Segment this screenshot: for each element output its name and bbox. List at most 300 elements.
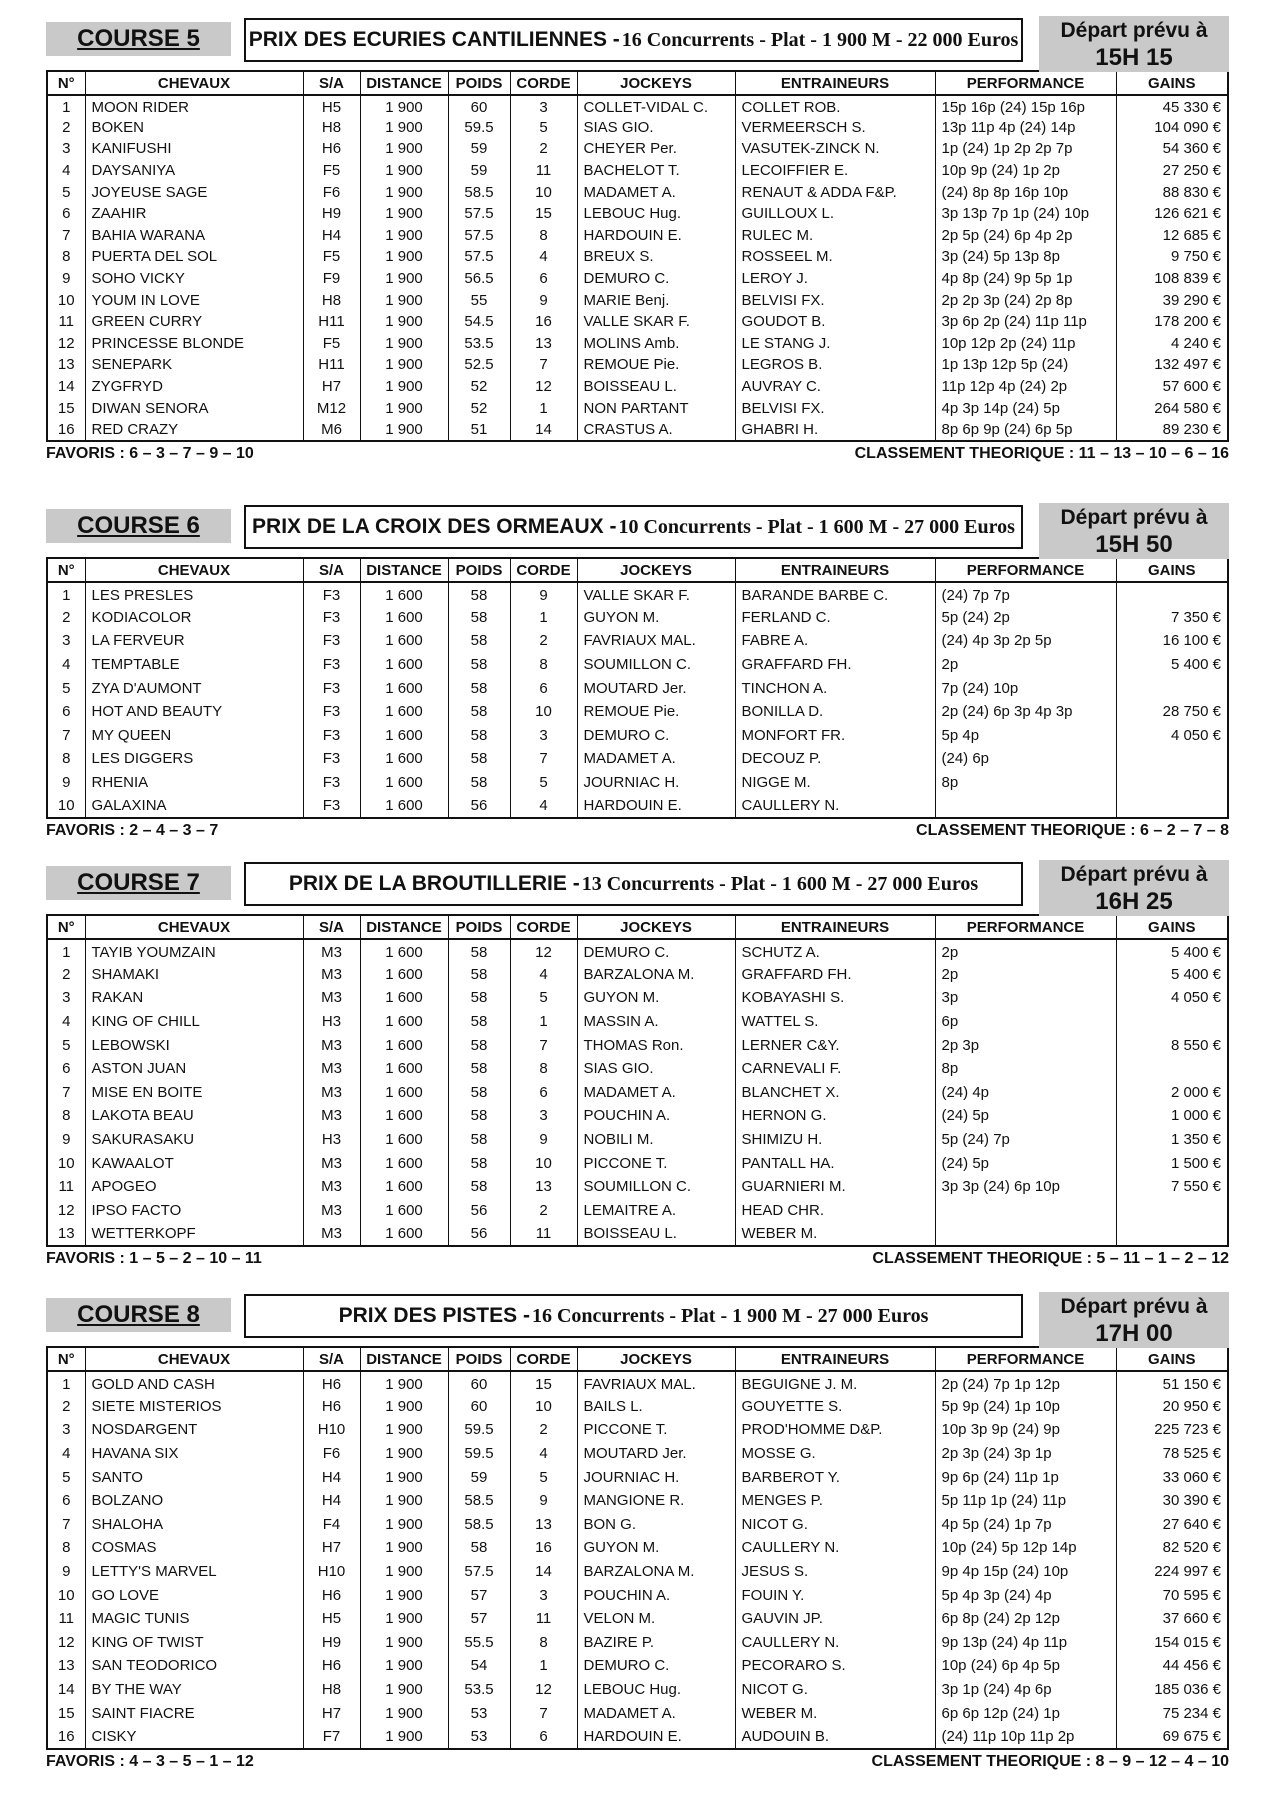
horse-name: SAN TEODORICO bbox=[85, 1654, 303, 1678]
draw: 9 bbox=[510, 289, 577, 311]
jockey: REMOUE Pie. bbox=[577, 354, 735, 376]
runner-number: 1 bbox=[47, 1371, 85, 1395]
earnings: 9 750 € bbox=[1116, 246, 1228, 268]
course-section-8 bbox=[46, 1292, 1229, 1772]
earnings: 4 050 € bbox=[1116, 724, 1228, 748]
distance: 1 600 bbox=[360, 747, 448, 771]
trainer: WEBER M. bbox=[735, 1222, 935, 1246]
runner-number: 12 bbox=[47, 1631, 85, 1655]
jockey: POUCHIN A. bbox=[577, 1583, 735, 1607]
distance: 1 600 bbox=[360, 939, 448, 963]
column-header-distance: DISTANCE bbox=[360, 915, 448, 939]
draw: 1 bbox=[510, 606, 577, 630]
draw: 3 bbox=[510, 1583, 577, 1607]
performance: 9p 4p 15p (24) 10p bbox=[935, 1560, 1116, 1584]
sex-age: F6 bbox=[303, 1442, 360, 1466]
jockey: CHEYER Per. bbox=[577, 138, 735, 160]
runners-table bbox=[46, 1346, 1229, 1750]
table-row bbox=[47, 1033, 1228, 1057]
horse-name: YOUM IN LOVE bbox=[85, 289, 303, 311]
draw: 16 bbox=[510, 311, 577, 333]
departure-label: Départ prévu à bbox=[1060, 19, 1208, 42]
runner-number: 6 bbox=[47, 1057, 85, 1081]
performance: 10p 9p (24) 1p 2p bbox=[935, 160, 1116, 182]
weight: 59 bbox=[448, 138, 510, 160]
table-row bbox=[47, 606, 1228, 630]
departure-time: 16H 25 bbox=[1095, 888, 1173, 915]
runner-number: 9 bbox=[47, 771, 85, 795]
distance: 1 900 bbox=[360, 181, 448, 203]
jockey: BREUX S. bbox=[577, 246, 735, 268]
runner-number: 13 bbox=[47, 1654, 85, 1678]
column-header-horse-name: CHEVAUX bbox=[85, 1347, 303, 1371]
table-row bbox=[47, 1418, 1228, 1442]
performance: 15p 16p (24) 15p 16p bbox=[935, 95, 1116, 117]
runner-number: 10 bbox=[47, 794, 85, 818]
column-header-runner-number: N° bbox=[47, 1347, 85, 1371]
table-row bbox=[47, 1104, 1228, 1128]
jockey: HARDOUIN E. bbox=[577, 794, 735, 818]
jockey: MADAMET A. bbox=[577, 1081, 735, 1105]
course-header bbox=[46, 860, 1229, 914]
runner-number: 5 bbox=[47, 1033, 85, 1057]
trainer: PANTALL HA. bbox=[735, 1151, 935, 1175]
favorites: FAVORIS : 6 – 3 – 7 – 9 – 10 bbox=[46, 444, 254, 462]
trainer: LE STANG J. bbox=[735, 333, 935, 355]
distance: 1 900 bbox=[360, 225, 448, 247]
course-section-7 bbox=[46, 860, 1229, 1269]
jockey: MADAMET A. bbox=[577, 747, 735, 771]
weight: 58 bbox=[448, 771, 510, 795]
runner-number: 16 bbox=[47, 419, 85, 441]
earnings: 2 000 € bbox=[1116, 1081, 1228, 1105]
sex-age: H8 bbox=[303, 1678, 360, 1702]
earnings bbox=[1116, 1010, 1228, 1034]
weight: 52 bbox=[448, 397, 510, 419]
performance: (24) 8p 8p 16p 10p bbox=[935, 181, 1116, 203]
performance: (24) 4p 3p 2p 5p bbox=[935, 629, 1116, 653]
jockey: BON G. bbox=[577, 1513, 735, 1537]
jockey: MADAMET A. bbox=[577, 181, 735, 203]
horse-name: KODIACOLOR bbox=[85, 606, 303, 630]
column-header-sex-age: S/A bbox=[303, 71, 360, 95]
jockey: DEMURO C. bbox=[577, 1654, 735, 1678]
distance: 1 600 bbox=[360, 794, 448, 818]
table-row bbox=[47, 629, 1228, 653]
jockey: NON PARTANT bbox=[577, 397, 735, 419]
sex-age: M3 bbox=[303, 1104, 360, 1128]
horse-name: TAYIB YOUMZAIN bbox=[85, 939, 303, 963]
horse-name: KAWAALOT bbox=[85, 1151, 303, 1175]
draw: 9 bbox=[510, 582, 577, 606]
column-header-weight: POIDS bbox=[448, 558, 510, 582]
jockey: BOISSEAU L. bbox=[577, 1222, 735, 1246]
trainer: GOUYETTE S. bbox=[735, 1395, 935, 1419]
performance: 2p 3p (24) 3p 1p bbox=[935, 1442, 1116, 1466]
distance: 1 600 bbox=[360, 1128, 448, 1152]
trainer: LEGROS B. bbox=[735, 354, 935, 376]
trainer: LERNER C&Y. bbox=[735, 1033, 935, 1057]
weight: 53.5 bbox=[448, 1678, 510, 1702]
table-row bbox=[47, 1607, 1228, 1631]
draw: 13 bbox=[510, 1513, 577, 1537]
race-details: 16 Concurrents - Plat - 1 900 M - 27 000 Euros bbox=[531, 1304, 929, 1327]
distance: 1 600 bbox=[360, 1222, 448, 1246]
weight: 58.5 bbox=[448, 1489, 510, 1513]
runner-number: 7 bbox=[47, 1513, 85, 1537]
jockey: JOURNIAC H. bbox=[577, 1465, 735, 1489]
table-row bbox=[47, 181, 1228, 203]
column-header-sex-age: S/A bbox=[303, 558, 360, 582]
runner-number: 5 bbox=[47, 181, 85, 203]
trainer: CAULLERY N. bbox=[735, 1631, 935, 1655]
sex-age: F3 bbox=[303, 700, 360, 724]
trainer: HERNON G. bbox=[735, 1104, 935, 1128]
weight: 58 bbox=[448, 1536, 510, 1560]
performance: 2p (24) 6p 3p 4p 3p bbox=[935, 700, 1116, 724]
distance: 1 900 bbox=[360, 1513, 448, 1537]
weight: 57.5 bbox=[448, 225, 510, 247]
trainer: RENAUT & ADDA F&P. bbox=[735, 181, 935, 203]
distance: 1 600 bbox=[360, 1033, 448, 1057]
table-row bbox=[47, 1128, 1228, 1152]
draw: 13 bbox=[510, 1175, 577, 1199]
jockey: LEBOUC Hug. bbox=[577, 1678, 735, 1702]
horse-name: LA FERVEUR bbox=[85, 629, 303, 653]
jockey: VALLE SKAR F. bbox=[577, 582, 735, 606]
horse-name: ASTON JUAN bbox=[85, 1057, 303, 1081]
draw: 5 bbox=[510, 986, 577, 1010]
weight: 58 bbox=[448, 939, 510, 963]
distance: 1 900 bbox=[360, 354, 448, 376]
course-tag: COURSE 8 bbox=[46, 1298, 231, 1332]
performance: 3p 1p (24) 4p 6p bbox=[935, 1678, 1116, 1702]
horse-name: GREEN CURRY bbox=[85, 311, 303, 333]
trainer: ROSSEEL M. bbox=[735, 246, 935, 268]
sex-age: H5 bbox=[303, 1607, 360, 1631]
performance: 6p bbox=[935, 1010, 1116, 1034]
draw: 8 bbox=[510, 225, 577, 247]
trainer: WEBER M. bbox=[735, 1701, 935, 1725]
column-header-sex-age: S/A bbox=[303, 1347, 360, 1371]
performance: 2p 2p 3p (24) 2p 8p bbox=[935, 289, 1116, 311]
performance: 3p (24) 5p 13p 8p bbox=[935, 246, 1116, 268]
jockey: DEMURO C. bbox=[577, 268, 735, 290]
earnings: 30 390 € bbox=[1116, 1489, 1228, 1513]
trainer: FERLAND C. bbox=[735, 606, 935, 630]
table-row bbox=[47, 700, 1228, 724]
horse-name: NOSDARGENT bbox=[85, 1418, 303, 1442]
jockey: SIAS GIO. bbox=[577, 117, 735, 139]
performance: (24) 5p bbox=[935, 1151, 1116, 1175]
earnings bbox=[1116, 771, 1228, 795]
earnings: 1 000 € bbox=[1116, 1104, 1228, 1128]
jockey: MARIE Benj. bbox=[577, 289, 735, 311]
horse-name: WETTERKOPF bbox=[85, 1222, 303, 1246]
performance: 4p 5p (24) 1p 7p bbox=[935, 1513, 1116, 1537]
column-header-runner-number: N° bbox=[47, 915, 85, 939]
sex-age: M3 bbox=[303, 1222, 360, 1246]
draw: 4 bbox=[510, 963, 577, 987]
distance: 1 600 bbox=[360, 1199, 448, 1223]
table-row bbox=[47, 771, 1228, 795]
jockey: MADAMET A. bbox=[577, 1701, 735, 1725]
weight: 56 bbox=[448, 1222, 510, 1246]
horse-name: KANIFUSHI bbox=[85, 138, 303, 160]
earnings bbox=[1116, 582, 1228, 606]
performance: 5p 4p 3p (24) 4p bbox=[935, 1583, 1116, 1607]
earnings: 28 750 € bbox=[1116, 700, 1228, 724]
distance: 1 600 bbox=[360, 724, 448, 748]
draw: 3 bbox=[510, 1104, 577, 1128]
earnings: 27 640 € bbox=[1116, 1513, 1228, 1537]
horse-name: GOLD AND CASH bbox=[85, 1371, 303, 1395]
horse-name: GO LOVE bbox=[85, 1583, 303, 1607]
weight: 58 bbox=[448, 1128, 510, 1152]
performance: 5p 4p bbox=[935, 724, 1116, 748]
jockey: GUYON M. bbox=[577, 606, 735, 630]
table-row bbox=[47, 1081, 1228, 1105]
performance: (24) 4p bbox=[935, 1081, 1116, 1105]
distance: 1 900 bbox=[360, 1583, 448, 1607]
departure-box bbox=[1039, 860, 1229, 916]
horse-name: SHALOHA bbox=[85, 1513, 303, 1537]
weight: 58 bbox=[448, 1033, 510, 1057]
earnings: 7 350 € bbox=[1116, 606, 1228, 630]
earnings: 132 497 € bbox=[1116, 354, 1228, 376]
jockey: COLLET-VIDAL C. bbox=[577, 95, 735, 117]
draw: 6 bbox=[510, 268, 577, 290]
earnings: 51 150 € bbox=[1116, 1371, 1228, 1395]
table-row bbox=[47, 311, 1228, 333]
draw: 12 bbox=[510, 376, 577, 398]
runner-number: 4 bbox=[47, 160, 85, 182]
trainer: FABRE A. bbox=[735, 629, 935, 653]
trainer: BEGUIGNE J. M. bbox=[735, 1371, 935, 1395]
trainer: GRAFFARD FH. bbox=[735, 963, 935, 987]
jockey: BAZIRE P. bbox=[577, 1631, 735, 1655]
draw: 3 bbox=[510, 724, 577, 748]
earnings: 39 290 € bbox=[1116, 289, 1228, 311]
horse-name: IPSO FACTO bbox=[85, 1199, 303, 1223]
draw: 2 bbox=[510, 629, 577, 653]
column-header-distance: DISTANCE bbox=[360, 558, 448, 582]
table-row bbox=[47, 1151, 1228, 1175]
jockey: GUYON M. bbox=[577, 1536, 735, 1560]
jockey: JOURNIAC H. bbox=[577, 771, 735, 795]
weight: 58 bbox=[448, 1104, 510, 1128]
runner-number: 2 bbox=[47, 117, 85, 139]
trainer: GRAFFARD FH. bbox=[735, 653, 935, 677]
race-title-box bbox=[244, 1294, 1023, 1338]
horse-name: SAINT FIACRE bbox=[85, 1701, 303, 1725]
performance: 11p 12p 4p (24) 2p bbox=[935, 376, 1116, 398]
runners-table bbox=[46, 914, 1229, 1247]
table-row bbox=[47, 653, 1228, 677]
table-row bbox=[47, 1010, 1228, 1034]
performance: 3p bbox=[935, 986, 1116, 1010]
course-header bbox=[46, 1292, 1229, 1346]
horse-name: LES DIGGERS bbox=[85, 747, 303, 771]
weight: 59.5 bbox=[448, 1418, 510, 1442]
performance: 2p 3p bbox=[935, 1033, 1116, 1057]
trainer: RULEC M. bbox=[735, 225, 935, 247]
runner-number: 11 bbox=[47, 1175, 85, 1199]
draw: 16 bbox=[510, 1536, 577, 1560]
jockey: LEMAITRE A. bbox=[577, 1199, 735, 1223]
draw: 8 bbox=[510, 653, 577, 677]
horse-name: CISKY bbox=[85, 1725, 303, 1749]
weight: 59.5 bbox=[448, 117, 510, 139]
earnings: 89 230 € bbox=[1116, 419, 1228, 441]
distance: 1 900 bbox=[360, 1395, 448, 1419]
trainer: AUDOUIN B. bbox=[735, 1725, 935, 1749]
performance: 8p bbox=[935, 1057, 1116, 1081]
runner-number: 4 bbox=[47, 1442, 85, 1466]
distance: 1 600 bbox=[360, 986, 448, 1010]
sex-age: F3 bbox=[303, 724, 360, 748]
table-row bbox=[47, 676, 1228, 700]
table-row bbox=[47, 117, 1228, 139]
performance: 5p 9p (24) 1p 10p bbox=[935, 1395, 1116, 1419]
column-header-sex-age: S/A bbox=[303, 915, 360, 939]
earnings: 54 360 € bbox=[1116, 138, 1228, 160]
earnings: 178 200 € bbox=[1116, 311, 1228, 333]
sex-age: H4 bbox=[303, 1465, 360, 1489]
weight: 58 bbox=[448, 1175, 510, 1199]
distance: 1 900 bbox=[360, 1442, 448, 1466]
earnings: 104 090 € bbox=[1116, 117, 1228, 139]
trainer: HEAD CHR. bbox=[735, 1199, 935, 1223]
weight: 57.5 bbox=[448, 1560, 510, 1584]
performance: 6p 6p 12p (24) 1p bbox=[935, 1701, 1116, 1725]
column-header-draw: CORDE bbox=[510, 915, 577, 939]
draw: 2 bbox=[510, 1199, 577, 1223]
draw: 5 bbox=[510, 117, 577, 139]
draw: 10 bbox=[510, 700, 577, 724]
draw: 6 bbox=[510, 1725, 577, 1749]
trainer: VASUTEK-ZINCK N. bbox=[735, 138, 935, 160]
trainer: LEROY J. bbox=[735, 268, 935, 290]
weight: 52.5 bbox=[448, 354, 510, 376]
race-details: 13 Concurrents - Plat - 1 600 M - 27 000 Euros bbox=[581, 872, 979, 895]
trainer: CAULLERY N. bbox=[735, 1536, 935, 1560]
runner-number: 6 bbox=[47, 700, 85, 724]
jockey: VELON M. bbox=[577, 1607, 735, 1631]
earnings bbox=[1116, 1057, 1228, 1081]
sex-age: M3 bbox=[303, 939, 360, 963]
runner-number: 1 bbox=[47, 939, 85, 963]
runner-number: 12 bbox=[47, 1199, 85, 1223]
distance: 1 900 bbox=[360, 397, 448, 419]
column-header-trainer: ENTRAINEURS bbox=[735, 1347, 935, 1371]
sex-age: H9 bbox=[303, 203, 360, 225]
draw: 7 bbox=[510, 1701, 577, 1725]
jockey: GUYON M. bbox=[577, 986, 735, 1010]
sex-age: F9 bbox=[303, 268, 360, 290]
table-row bbox=[47, 1725, 1228, 1749]
earnings: 1 350 € bbox=[1116, 1128, 1228, 1152]
earnings: 4 050 € bbox=[1116, 986, 1228, 1010]
jockey: NOBILI M. bbox=[577, 1128, 735, 1152]
table-row bbox=[47, 963, 1228, 987]
jockey: FAVRIAUX MAL. bbox=[577, 1371, 735, 1395]
weight: 57 bbox=[448, 1583, 510, 1607]
performance: 5p (24) 7p bbox=[935, 1128, 1116, 1152]
horse-name: JOYEUSE SAGE bbox=[85, 181, 303, 203]
trainer: TINCHON A. bbox=[735, 676, 935, 700]
earnings: 154 015 € bbox=[1116, 1631, 1228, 1655]
distance: 1 900 bbox=[360, 1560, 448, 1584]
trainer: BARBEROT Y. bbox=[735, 1465, 935, 1489]
sex-age: F7 bbox=[303, 1725, 360, 1749]
table-row bbox=[47, 1199, 1228, 1223]
performance: 5p (24) 2p bbox=[935, 606, 1116, 630]
horse-name: PRINCESSE BLONDE bbox=[85, 333, 303, 355]
runner-number: 13 bbox=[47, 354, 85, 376]
race-title: PRIX DE LA CROIX DES ORMEAUX - bbox=[252, 515, 617, 538]
departure-box bbox=[1039, 503, 1229, 559]
weight: 51 bbox=[448, 419, 510, 441]
course-tag: COURSE 7 bbox=[46, 866, 231, 900]
runners-table bbox=[46, 70, 1229, 442]
table-row bbox=[47, 1489, 1228, 1513]
performance: 2p bbox=[935, 653, 1116, 677]
column-header-weight: POIDS bbox=[448, 71, 510, 95]
sex-age: F3 bbox=[303, 629, 360, 653]
weight: 58 bbox=[448, 1151, 510, 1175]
course-footer bbox=[46, 442, 1229, 464]
race-title-box bbox=[244, 18, 1023, 62]
trainer: MOSSE G. bbox=[735, 1442, 935, 1466]
table-row bbox=[47, 724, 1228, 748]
weight: 58 bbox=[448, 1057, 510, 1081]
horse-name: SENEPARK bbox=[85, 354, 303, 376]
runner-number: 2 bbox=[47, 1395, 85, 1419]
trainer: CARNEVALI F. bbox=[735, 1057, 935, 1081]
earnings: 44 456 € bbox=[1116, 1654, 1228, 1678]
performance: 3p 13p 7p 1p (24) 10p bbox=[935, 203, 1116, 225]
favorites: FAVORIS : 1 – 5 – 2 – 10 – 11 bbox=[46, 1249, 262, 1267]
performance: 1p (24) 1p 2p 2p 7p bbox=[935, 138, 1116, 160]
performance: (24) 7p 7p bbox=[935, 582, 1116, 606]
earnings bbox=[1116, 794, 1228, 818]
jockey: VALLE SKAR F. bbox=[577, 311, 735, 333]
distance: 1 600 bbox=[360, 606, 448, 630]
distance: 1 900 bbox=[360, 1418, 448, 1442]
horse-name: SHAMAKI bbox=[85, 963, 303, 987]
earnings: 5 400 € bbox=[1116, 939, 1228, 963]
jockey: HARDOUIN E. bbox=[577, 1725, 735, 1749]
draw: 8 bbox=[510, 1631, 577, 1655]
performance: 9p 13p (24) 4p 11p bbox=[935, 1631, 1116, 1655]
weight: 53 bbox=[448, 1725, 510, 1749]
horse-name: BY THE WAY bbox=[85, 1678, 303, 1702]
draw: 7 bbox=[510, 747, 577, 771]
trainer: SHIMIZU H. bbox=[735, 1128, 935, 1152]
runner-number: 3 bbox=[47, 986, 85, 1010]
horse-name: TEMPTABLE bbox=[85, 653, 303, 677]
distance: 1 600 bbox=[360, 629, 448, 653]
trainer: NICOT G. bbox=[735, 1678, 935, 1702]
sex-age: M3 bbox=[303, 1175, 360, 1199]
sex-age: H8 bbox=[303, 289, 360, 311]
course-header bbox=[46, 503, 1229, 557]
earnings: 70 595 € bbox=[1116, 1583, 1228, 1607]
sex-age: H7 bbox=[303, 376, 360, 398]
column-header-weight: POIDS bbox=[448, 915, 510, 939]
runner-number: 3 bbox=[47, 1418, 85, 1442]
